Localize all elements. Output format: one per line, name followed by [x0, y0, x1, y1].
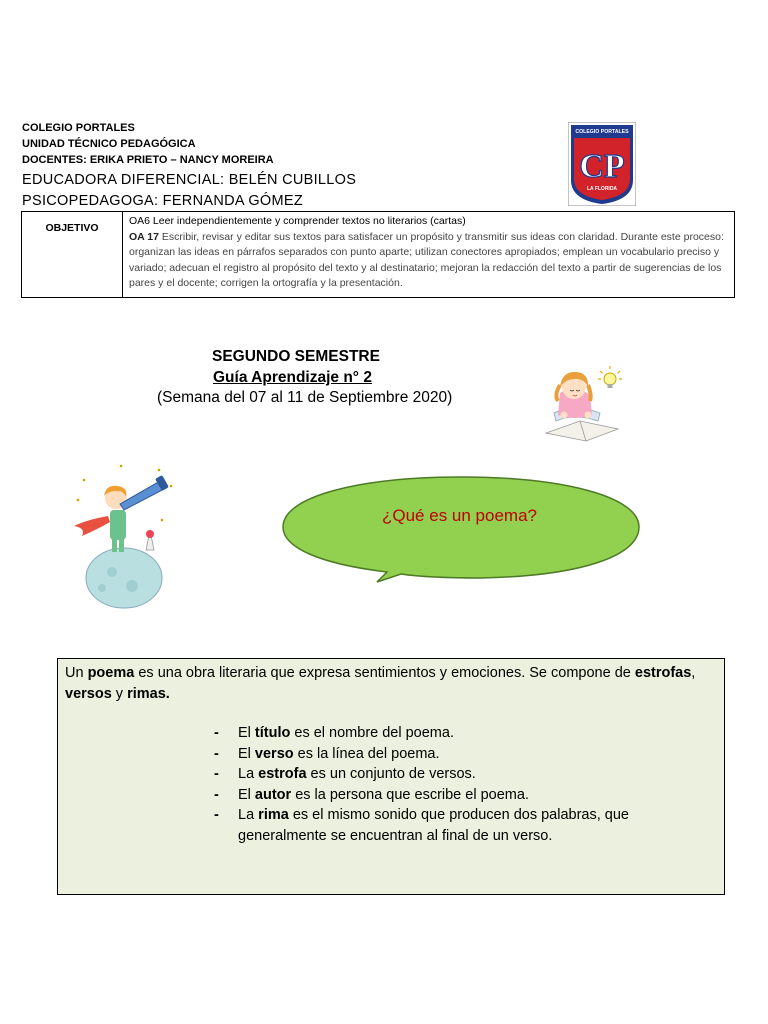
list-item-post: es la línea del poema. [293, 745, 440, 762]
logo-top-text: COLEGIO PORTALES [575, 129, 629, 135]
guide-title: Guía Aprendizaje n° 2 [213, 369, 372, 386]
teachers-line: DOCENTES: ERIKA PRIETO – NANCY MOREIRA [22, 154, 274, 166]
intro-term-estrofas: estrofas [634, 665, 692, 681]
intro-text-2: es una obra literaria que expresa sentimientos y emociones. Se compone de [134, 665, 635, 681]
list-item-autor [214, 785, 634, 806]
definition-list [214, 723, 634, 846]
list-item-post: es el nombre del poema. [290, 725, 454, 741]
bubble-question: ¿Qué es un poema? [382, 506, 537, 525]
list-dash: - [214, 725, 219, 741]
list-dash: - [214, 766, 219, 782]
list-item-pre: El [238, 745, 255, 762]
list-item-post: es el mismo sonido que producen dos palabras, que generalmente se encuentran al final de un verso. [238, 807, 629, 844]
unit-name: UNIDAD TÉCNICO PEDAGÓGICA [22, 138, 196, 150]
list-item-post: es la persona que escribe el poema. [291, 786, 529, 803]
logo-letters: CP [579, 148, 625, 185]
list-dash: - [214, 786, 219, 803]
intro-term-poema: poema [87, 665, 135, 681]
lightbulb-icon [598, 366, 622, 388]
week-subtitle: (Semana del 07 al 11 de Septiembre 2020) [157, 389, 453, 406]
list-item-term: autor [254, 786, 292, 803]
list-item-post: es un conjunto de versos. [306, 766, 476, 782]
boy-telescope-illustration [66, 460, 178, 610]
list-dash: - [214, 745, 219, 762]
psychopedagogue-line: PSICOPEDAGOGA: FERNANDA GÓMEZ [22, 193, 304, 209]
intro-text-4: y [111, 686, 128, 702]
intro-text-1: Un [65, 665, 88, 681]
list-item-titulo [214, 723, 634, 744]
intro-text-3: , [691, 665, 696, 681]
list-item-term: rima [258, 807, 289, 823]
oa17-code: OA 17 [129, 230, 159, 243]
definition-box [57, 658, 725, 895]
school-logo [568, 122, 636, 206]
list-item-estrofa [214, 764, 634, 785]
list-item-pre: La [238, 807, 259, 823]
list-item-term: verso [254, 745, 294, 762]
logo-bottom-text: LA FLORIDA [586, 186, 618, 192]
intro-term-rimas: rimas. [127, 686, 170, 702]
list-dash: - [214, 807, 219, 823]
special-educator-line: EDUCADORA DIFERENCIAL: BELÉN CUBILLOS [22, 172, 357, 188]
speech-bubble [281, 474, 641, 584]
list-item-pre: La [238, 766, 259, 782]
objective-table [21, 211, 735, 298]
list-item-term: estrofa [258, 766, 307, 782]
objective-oa6: OA6 Leer independientemente y comprender textos no literarios (cartas) [129, 215, 466, 227]
list-item-verso [214, 744, 634, 765]
list-item-pre: El [238, 725, 255, 741]
oa17-text: Escribir, revisar y editar sus textos para satisfacer un propósito y transmitir sus ideas con claridad. Durante este proceso: organizan las ideas en párrafos separados con punto aparte; utilizan conectores apropiados; emplean un vocabulario preciso y variado; adecuan el registro al propósito del texto y al destinatario; mejoran la redacción del texto a partir de sugerencias de los pares y el docente; corrigen la ortografía y la presentación. [129, 230, 724, 289]
definition-intro [65, 663, 705, 705]
list-item-term: título [254, 725, 291, 741]
objective-content [129, 214, 729, 292]
list-item-rima [214, 805, 634, 846]
objective-label: OBJETIVO [22, 212, 123, 297]
girl-reading-illustration [534, 363, 630, 445]
objective-oa17 [129, 230, 729, 292]
intro-term-versos: versos [65, 686, 112, 702]
school-name: COLEGIO PORTALES [22, 122, 135, 134]
semester-title: SEGUNDO SEMESTRE [212, 348, 380, 365]
list-item-pre: El [238, 786, 255, 803]
